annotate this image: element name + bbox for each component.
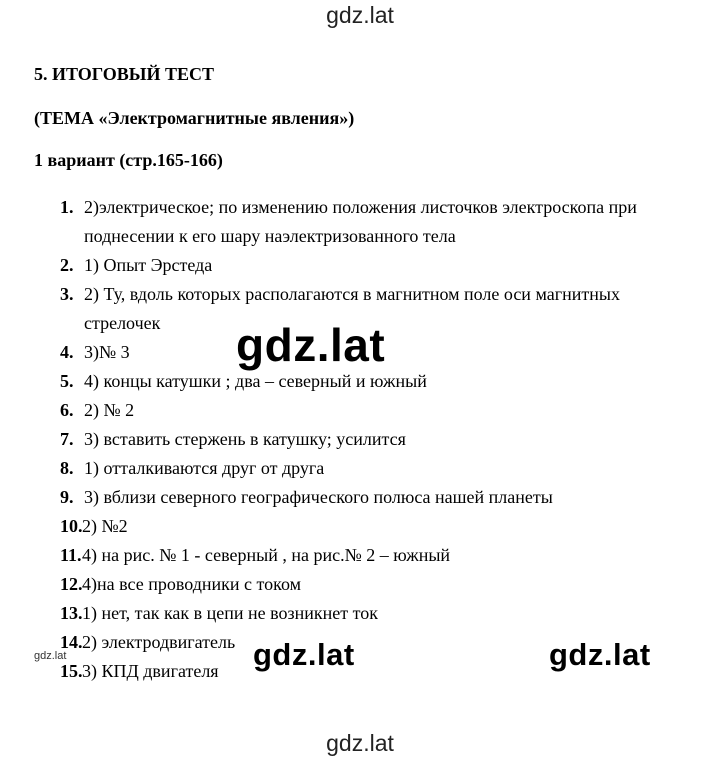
answer-text: 2) электродвигатель (82, 632, 236, 652)
answer-number: 7. (60, 429, 74, 449)
section-title: 5. ИТОГОВЫЙ ТЕСТ (34, 64, 214, 84)
answer-text: 1) Опыт Эрстеда (84, 255, 213, 275)
answer-number: 8. (60, 458, 74, 478)
answer-item (0, 193, 720, 251)
answer-item (0, 454, 720, 483)
answer-text: 3) вблизи северного географического полюса нашей планеты (84, 487, 553, 507)
answer-text: 1) нет, так как в цепи не возникнет ток (82, 603, 379, 623)
answer-text: 4) на рис. № 1 - северный , на рис.№ 2 – южный (82, 545, 451, 565)
answer-item (0, 512, 720, 541)
answer-number: 6. (60, 400, 74, 420)
watermark-bottom: gdz.lat (326, 730, 394, 756)
answer-number: 13. (60, 603, 83, 623)
answer-text: 4)на все проводники с током (82, 574, 301, 594)
watermark-center: gdz.lat (236, 319, 386, 371)
answer-number: 15. (60, 661, 83, 681)
answer-item (0, 396, 720, 425)
answer-text: 3)№ 3 (84, 342, 130, 362)
answer-number: 12. (60, 574, 83, 594)
answer-number: 14. (60, 632, 83, 652)
answer-text: 2) Ту, вдоль которых располагаются в магнитном поле оси магнитных стрелочек (84, 284, 620, 333)
answer-number: 1. (60, 197, 74, 217)
watermark-left: gdz.lat (253, 637, 355, 672)
watermark-right: gdz.lat (549, 637, 651, 672)
answer-text: 4) концы катушки ; два – северный и южный (84, 371, 427, 391)
answer-number: 10. (60, 516, 83, 536)
topic-heading: (ТЕМА «Электромагнитные явления») (34, 108, 355, 128)
variant-heading: 1 вариант (стр.165-166) (34, 150, 223, 170)
answer-list (0, 193, 720, 686)
answer-text: 1) отталкиваются друг от друга (84, 458, 325, 478)
answer-number: 3. (60, 284, 74, 304)
answer-item (0, 483, 720, 512)
answer-text: 2)электрическое; по изменению положения листочков электроскопа при поднесении к его шару наэлектризованного тела (84, 197, 637, 246)
answer-number: 5. (60, 371, 74, 391)
answer-text: 2) № 2 (84, 400, 135, 420)
answer-number: 2. (60, 255, 74, 275)
answer-text: 3) КПД двигателя (82, 661, 219, 681)
watermark-small: gdz.lat (34, 650, 67, 662)
answer-item (0, 251, 720, 280)
answer-text: 3) вставить стержень в катушку; усилится (84, 429, 406, 449)
answer-item (0, 570, 720, 599)
answer-item (0, 541, 720, 570)
answer-text: 2) №2 (82, 516, 128, 536)
answer-number: 11. (60, 545, 82, 565)
answer-number: 4. (60, 342, 74, 362)
watermark-top: gdz.lat (326, 2, 394, 28)
answer-item (0, 425, 720, 454)
answer-number: 9. (60, 487, 74, 507)
answer-item (0, 599, 720, 628)
